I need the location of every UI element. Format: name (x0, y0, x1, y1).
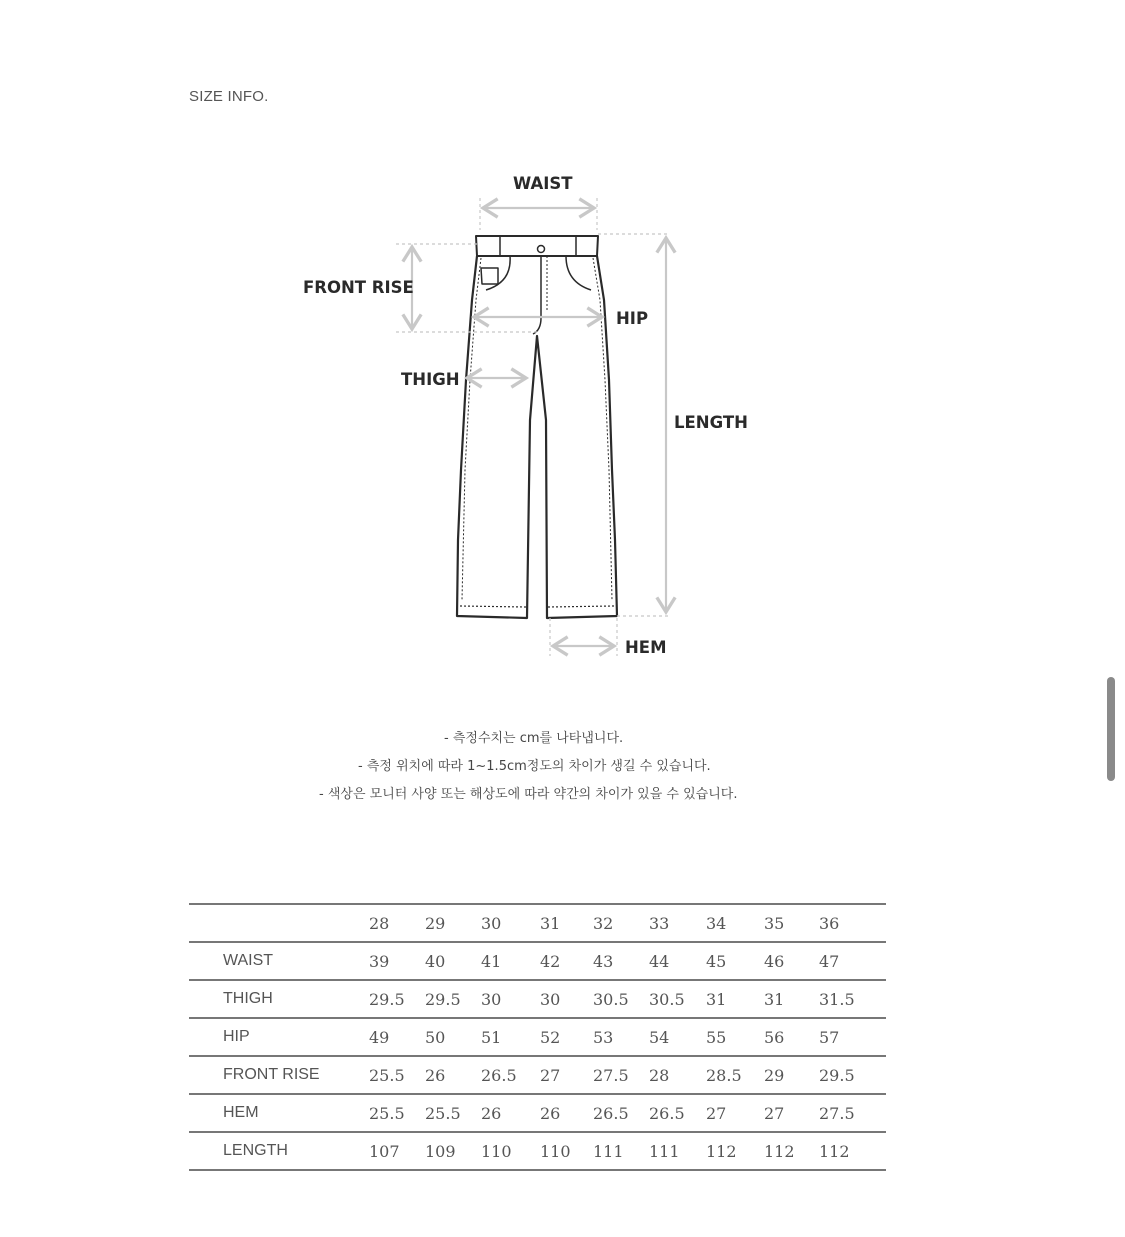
table-cell: 25.5 (425, 1094, 481, 1132)
table-cell: 40 (425, 942, 481, 980)
row-label: HIP (189, 1018, 369, 1056)
table-cell: 110 (481, 1132, 540, 1170)
table-cell: 56 (764, 1018, 819, 1056)
note-line: - 측정수치는 cm를 나타냅니다. (444, 731, 624, 746)
table-cell: 54 (649, 1018, 706, 1056)
table-cell: 55 (706, 1018, 764, 1056)
table-cell: 111 (593, 1132, 649, 1170)
scrollbar-thumb[interactable] (1107, 677, 1115, 781)
row-label: THIGH (189, 980, 369, 1018)
table-cell: 26.5 (593, 1094, 649, 1132)
table-row (189, 1018, 886, 1056)
table-cell: 30.5 (593, 980, 649, 1018)
table-cell: 111 (649, 1132, 706, 1170)
table-cell: 30 (540, 980, 593, 1018)
table-cell: 31 (764, 980, 819, 1018)
size-header: 30 (481, 904, 540, 942)
table-cell: 26 (425, 1056, 481, 1094)
table-cell: 112 (706, 1132, 764, 1170)
table-cell: 49 (369, 1018, 425, 1056)
size-table (189, 903, 886, 1171)
table-cell: 43 (593, 942, 649, 980)
note-line: - 측정 위치에 따라 1~1.5cm정도의 차이가 생길 수 있습니다. (358, 759, 711, 774)
size-header: 28 (369, 904, 425, 942)
table-cell: 107 (369, 1132, 425, 1170)
table-cell: 25.5 (369, 1056, 425, 1094)
table-cell: 51 (481, 1018, 540, 1056)
table-cell: 29 (764, 1056, 819, 1094)
guide-lines (396, 198, 668, 656)
page-title: SIZE INFO. (189, 88, 269, 105)
table-cell: 30 (481, 980, 540, 1018)
table-cell: 109 (425, 1132, 481, 1170)
table-cell: 31 (706, 980, 764, 1018)
table-cell: 27 (764, 1094, 819, 1132)
table-cell: 29.5 (425, 980, 481, 1018)
table-cell: 27.5 (593, 1056, 649, 1094)
hem-label: HEM (625, 638, 667, 657)
table-cell: 28 (649, 1056, 706, 1094)
table-cell: 46 (764, 942, 819, 980)
table-row (189, 942, 886, 980)
table-cell: 26 (481, 1094, 540, 1132)
table-cell: 29.5 (369, 980, 425, 1018)
table-cell: 27 (540, 1056, 593, 1094)
table-cell: 44 (649, 942, 706, 980)
table-row (189, 1056, 886, 1094)
thigh-label: THIGH (401, 370, 460, 389)
table-row (189, 980, 886, 1018)
size-header: 31 (540, 904, 593, 942)
table-row (189, 1132, 886, 1170)
table-cell: 45 (706, 942, 764, 980)
row-label: WAIST (189, 942, 369, 980)
table-cell: 26.5 (481, 1056, 540, 1094)
table-cell: 31.5 (819, 980, 886, 1018)
table-cell: 26.5 (649, 1094, 706, 1132)
table-cell: 112 (819, 1132, 886, 1170)
header-blank (189, 904, 369, 942)
table-cell: 57 (819, 1018, 886, 1056)
size-header: 34 (706, 904, 764, 942)
size-header: 32 (593, 904, 649, 942)
table-cell: 25.5 (369, 1094, 425, 1132)
table-cell: 53 (593, 1018, 649, 1056)
table-cell: 28.5 (706, 1056, 764, 1094)
hip-label: HIP (616, 309, 649, 328)
front-rise-label: FRONT RISE (303, 278, 414, 297)
table-cell: 39 (369, 942, 425, 980)
size-header: 29 (425, 904, 481, 942)
row-label: FRONT RISE (189, 1056, 369, 1094)
size-header: 35 (764, 904, 819, 942)
table-cell: 110 (540, 1132, 593, 1170)
table-cell: 50 (425, 1018, 481, 1056)
table-cell: 52 (540, 1018, 593, 1056)
note-line: - 색상은 모니터 사양 또는 해상도에 따라 약간의 차이가 있을 수 있습니다. (319, 787, 738, 802)
table-cell: 29.5 (819, 1056, 886, 1094)
table-header-row (189, 904, 886, 942)
table-cell: 26 (540, 1094, 593, 1132)
table-row (189, 1094, 886, 1132)
table-cell: 30.5 (649, 980, 706, 1018)
table-cell: 42 (540, 942, 593, 980)
table-cell: 112 (764, 1132, 819, 1170)
table-cell: 47 (819, 942, 886, 980)
pants-outline-icon (457, 236, 617, 618)
row-label: HEM (189, 1094, 369, 1132)
length-label: LENGTH (674, 413, 748, 432)
button-icon (538, 246, 545, 253)
size-header: 33 (649, 904, 706, 942)
table-cell: 27 (706, 1094, 764, 1132)
row-label: LENGTH (189, 1132, 369, 1170)
table-cell: 27.5 (819, 1094, 886, 1132)
table-cell: 41 (481, 942, 540, 980)
waist-label: WAIST (513, 174, 573, 193)
size-header: 36 (819, 904, 886, 942)
